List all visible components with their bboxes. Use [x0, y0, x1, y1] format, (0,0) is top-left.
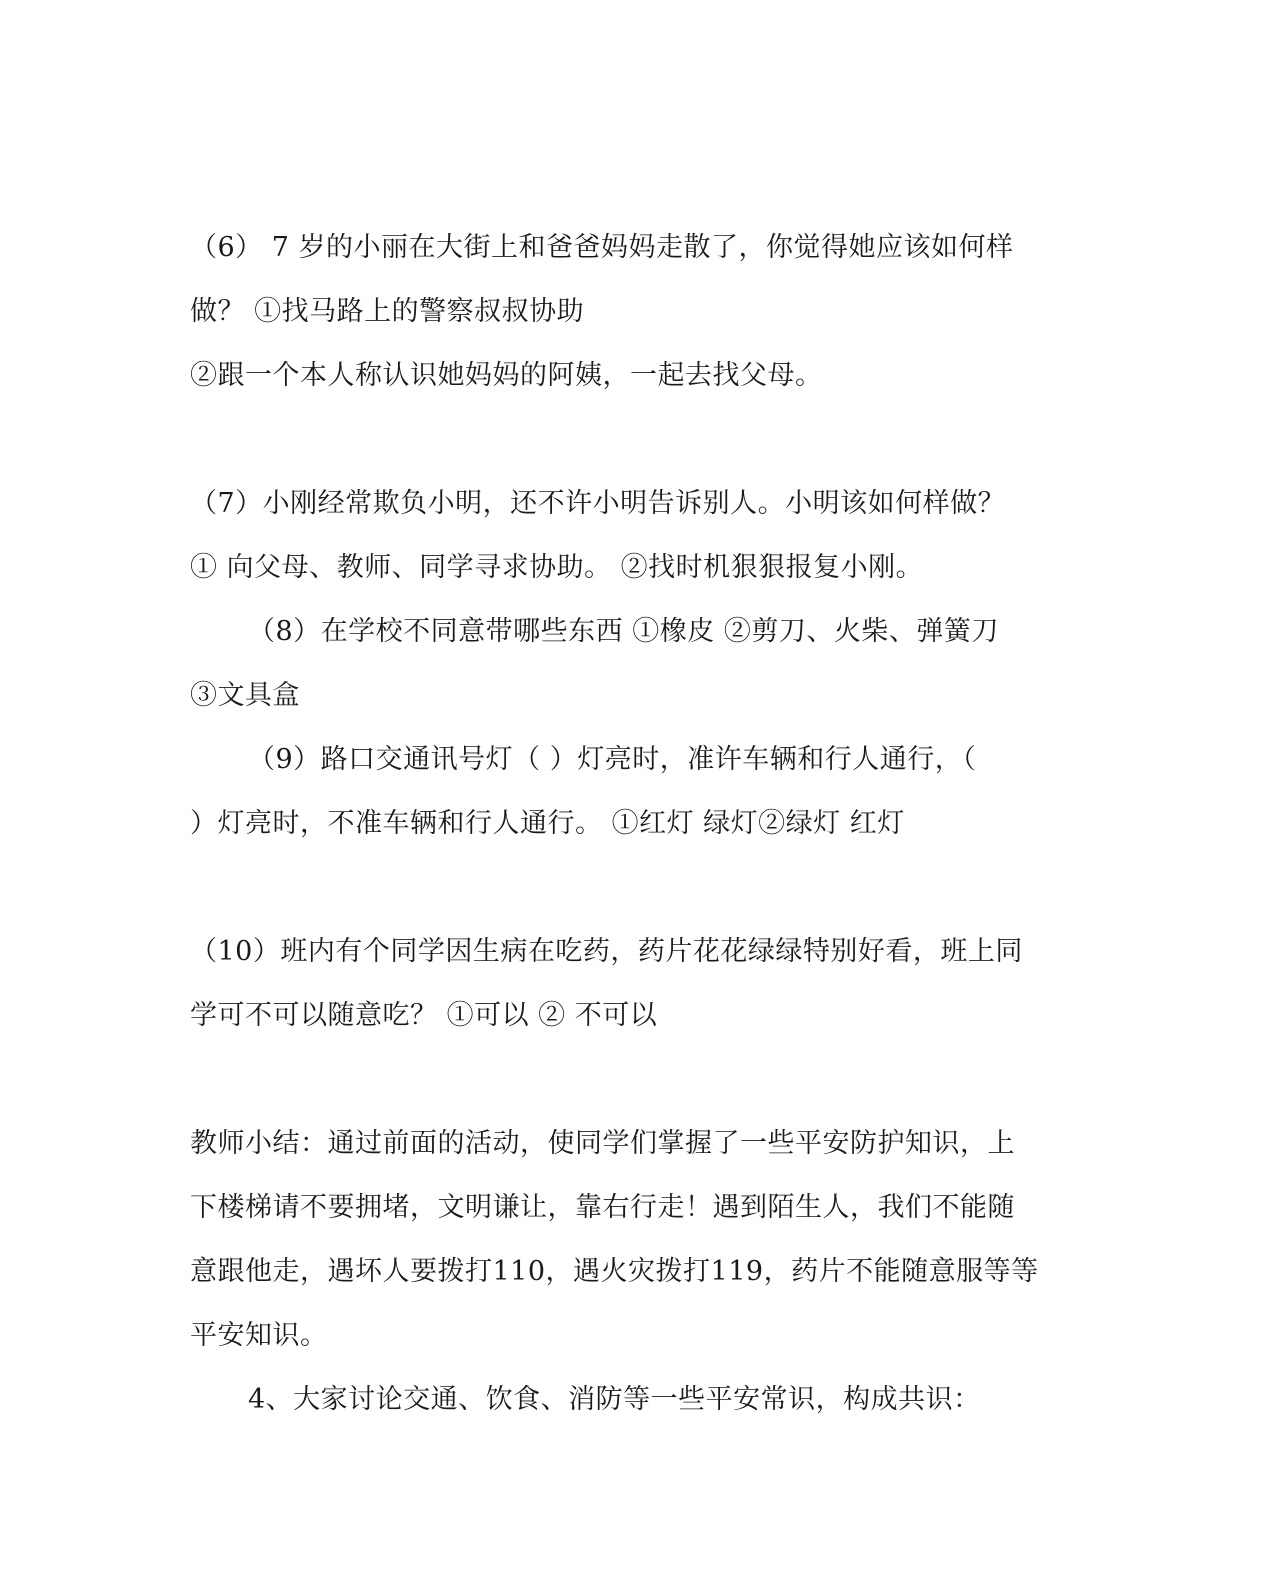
question-10-line-1: （10）班内有个同学因生病在吃药，药片花花绿绿特别好看，班上同: [190, 936, 1023, 967]
item-4-line-1: 4、大家讨论交通、饮食、消防等一些平安常识，构成共识：: [248, 1384, 981, 1415]
question-6-line-1: （6） 7 岁的小丽在大街上和爸爸妈妈走散了，你觉得她应该如何样: [190, 232, 1014, 263]
question-7-line-2: ① 向父母、教师、同学寻求协助。 ②找时机狠狠报复小刚。: [190, 552, 924, 583]
question-7-line-1: （7）小刚经常欺负小明，还不许小明告诉别人。小明该如何样做？: [190, 488, 1006, 519]
question-8-line-2: ③文具盒: [190, 680, 300, 711]
summary-line-2: 下楼梯请不要拥堵，文明谦让，靠右行走！遇到陌生人，我们不能随: [190, 1192, 1015, 1223]
summary-line-4: 平安知识。: [190, 1320, 328, 1351]
summary-line-1: 教师小结：通过前面的活动，使同学们掌握了一些平安防护知识，上: [190, 1128, 1015, 1159]
question-9-line-2: ）灯亮时，不准车辆和行人通行。 ①红灯 绿灯②绿灯 红灯: [190, 808, 905, 839]
question-9-line-1: （9）路口交通讯号灯（ ）灯亮时，准许车辆和行人通行，（: [248, 744, 977, 775]
question-10-line-2: 学可不可以随意吃？ ①可以 ② 不可以: [190, 1000, 658, 1031]
question-6-line-2: 做？ ①找马路上的警察叔叔协助: [190, 296, 585, 327]
summary-line-3: 意跟他走，遇坏人要拨打110，遇火灾拨打119，药片不能随意服等等: [190, 1256, 1039, 1287]
question-6-line-3: ②跟一个本人称认识她妈妈的阿姨，一起去找父母。: [190, 360, 823, 391]
question-8-line-1: （8）在学校不同意带哪些东西 ①橡皮 ②剪刀、火柴、弹簧刀: [248, 616, 999, 647]
